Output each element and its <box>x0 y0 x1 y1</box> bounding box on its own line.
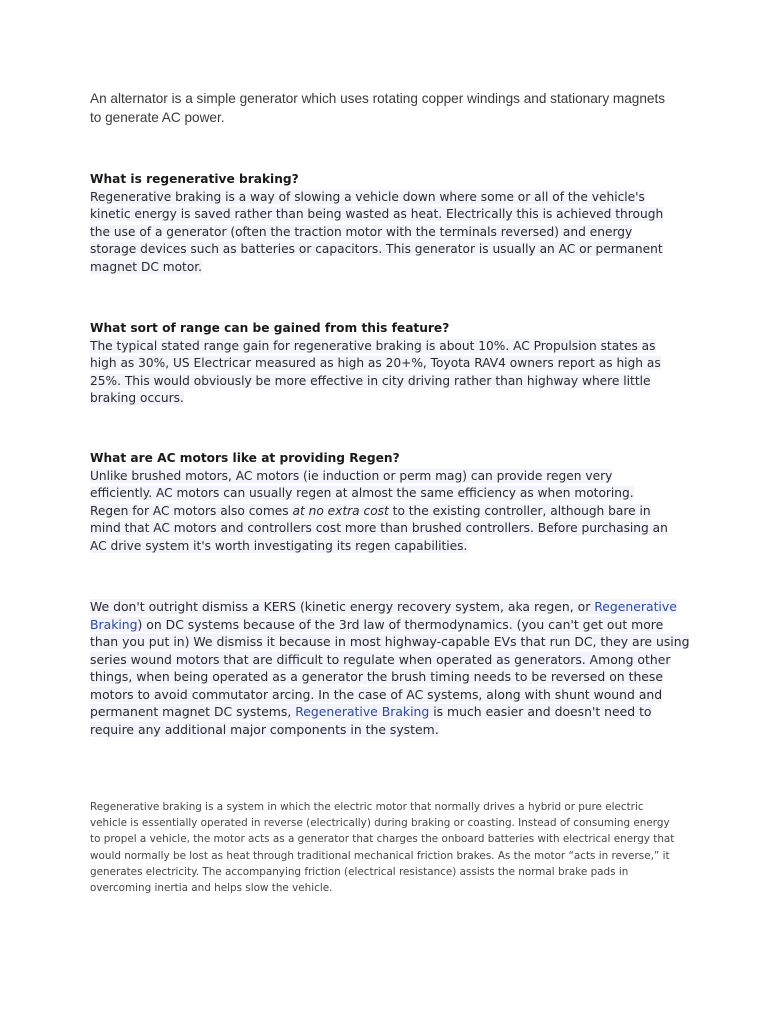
section-body-text <box>90 469 668 553</box>
section-body <box>90 189 675 277</box>
kers-part: ) on DC systems because of the 3rd law of thermodynamics. (you can't get out more than you put in) We dismiss it because in most highway-capable EVs that run DC, they are using series wound motors that are difficult to regulate when operated as generators. Among other things, when being operated as a generator the brush timing needs to be reversed on these motors to avoid commutator arcing. In the case of AC systems, along with shunt wound and permanent magnet DC systems, <box>90 616 690 719</box>
body-emphasis: at no extra cost <box>292 503 389 518</box>
body-part: Unlike brushed motors, AC motors (ie induction or perm mag) can provide regen very efficiently. AC motors can usually regen at almost the same efficiency as when motoring. Regen for AC motors also comes <box>90 468 634 518</box>
section-body-text: Regenerative braking is a way of slowing a vehicle down where some or all of the vehicle's kinetic energy is saved rather than being wasted as heat. Electrically this is achieved through the use of a generator (often the traction motor with the terminals reversed) and energy storage devices such as batteries or capacitors. This generator is usually an AC or permanent magnet DC motor. <box>90 189 664 274</box>
section-ac-motors-regen <box>90 450 675 556</box>
regenerative-braking-link[interactable]: Regenerative Braking <box>90 599 677 632</box>
kers-part: is much easier and doesn't need to require any additional major components in the system. <box>90 704 652 737</box>
regenerative-braking-link[interactable]: Regenerative Braking <box>295 704 430 719</box>
section-heading: What are AC motors like at providing Regen? <box>90 451 400 465</box>
closing-paragraph: Regenerative braking is a system in which the electric motor that normally drives a hybrid or pure electric vehicle is essentially operated in reverse (electrically) during braking or coasting. Instead of consuming energy to propel a vehicle, the motor acts as a generator that charges the onboard batteries with electrical energy that would normally be lost as heat through traditional mechanical friction brakes. As the motor “acts in reverse,” it generates electricity. The accompanying friction (electrical resistance) assists the normal brake pads in overcoming inertia and helps slow the vehicle. <box>90 801 675 895</box>
section-range-gain <box>90 320 675 408</box>
intro-paragraph: An alternator is a simple generator which uses rotating copper windings and stationary magnets to generate AC power. <box>90 91 666 125</box>
section-body <box>90 468 675 556</box>
section-heading: What is regenerative braking? <box>90 172 299 186</box>
section-heading: What sort of range can be gained from this feature? <box>90 321 450 335</box>
kers-part: We don't outright dismiss a KERS (kinetic energy recovery system, aka regen, or <box>90 599 595 614</box>
section-regenerative-braking <box>90 171 675 277</box>
kers-paragraph <box>90 598 690 738</box>
section-body <box>90 338 675 408</box>
body-part: to the existing controller, although bare in mind that AC motors and controllers cost more than brushed controllers. Before purchasing an AC drive system it's worth investigating its regen capabilities. <box>90 503 668 553</box>
section-body-text: The typical stated range gain for regenerative braking is about 10%. AC Propulsion states as high as 30%, US Electricar measured as high as 20+%, Toyota RAV4 owners report as high as 25%. This would obviously be more effective in city driving rather than highway where little braking occurs. <box>90 338 661 406</box>
kers-text <box>90 599 689 737</box>
